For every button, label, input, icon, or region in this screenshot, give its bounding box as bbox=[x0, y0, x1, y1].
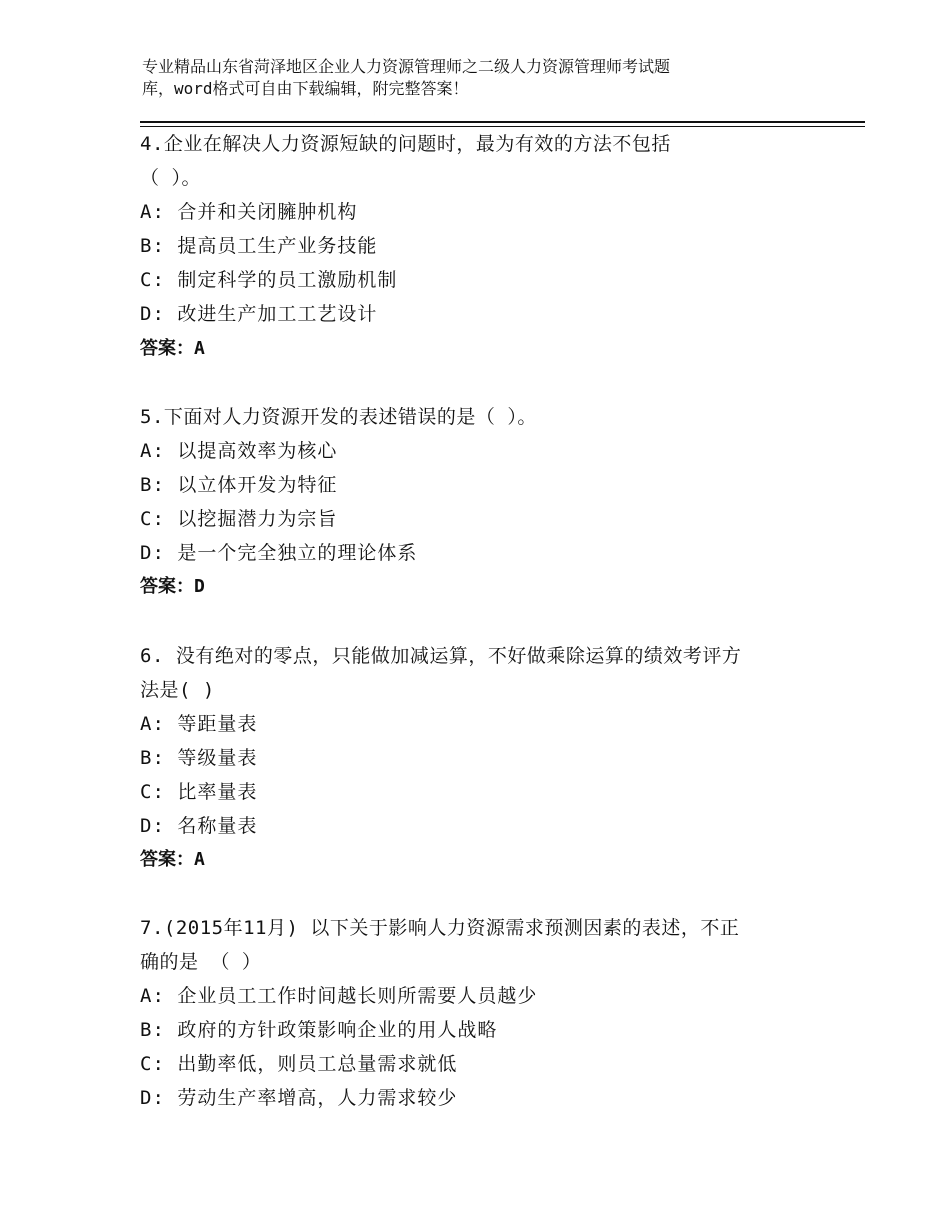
question-6-option-a: A: 等距量表 bbox=[140, 713, 258, 735]
question-6-option-d: D: 名称量表 bbox=[140, 815, 258, 837]
question-4-option-b: B: 提高员工生产业务技能 bbox=[140, 235, 378, 257]
question-7-option-c: C: 出勤率低，则员工总量需求就低 bbox=[140, 1053, 458, 1075]
question-4-text-line-1: 4.企业在解决人力资源短缺的问题时，最为有效的方法不包括 bbox=[140, 133, 671, 155]
header-line-1: 专业精品山东省菏泽地区企业人力资源管理师之二级人力资源管理师考试题 bbox=[142, 57, 671, 76]
question-7-text-line-1: 7.(2015年11月) 以下关于影响人力资源需求预测因素的表述，不正 bbox=[140, 917, 740, 939]
header-divider-thin bbox=[140, 126, 865, 127]
question-5-text-line-1: 5.下面对人力资源开发的表述错误的是（ ）。 bbox=[140, 406, 537, 428]
question-5-answer: 答案：D bbox=[140, 576, 205, 597]
question-7-option-b: B: 政府的方针政策影响企业的用人战略 bbox=[140, 1019, 498, 1041]
question-6-answer: 答案：A bbox=[140, 849, 205, 870]
question-4-option-c: C: 制定科学的员工激励机制 bbox=[140, 269, 398, 291]
question-4-option-a: A: 合并和关闭臃肿机构 bbox=[140, 201, 358, 223]
question-5-option-b: B: 以立体开发为特征 bbox=[140, 474, 338, 496]
header-divider-thick bbox=[140, 121, 865, 123]
question-4-option-d: D: 改进生产加工工艺设计 bbox=[140, 303, 378, 325]
question-6-text-line-1: 6. 没有绝对的零点，只能做加减运算，不好做乘除运算的绩效考评方 bbox=[140, 645, 742, 667]
question-5-option-a: A: 以提高效率为核心 bbox=[140, 440, 338, 462]
question-7-text-line-2: 确的是 （ ） bbox=[140, 951, 262, 973]
question-6-text-line-2: 法是( ) bbox=[140, 679, 215, 701]
question-6-option-c: C: 比率量表 bbox=[140, 781, 258, 803]
question-4-text-line-2: （ ）。 bbox=[140, 167, 201, 189]
question-5-option-c: C: 以挖掘潜力为宗旨 bbox=[140, 508, 338, 530]
header-line-2: 库，word格式可自由下载编辑，附完整答案！ bbox=[142, 79, 469, 98]
question-6-option-b: B: 等级量表 bbox=[140, 747, 258, 769]
question-5-option-d: D: 是一个完全独立的理论体系 bbox=[140, 542, 418, 564]
question-7-option-d: D: 劳动生产率增高，人力需求较少 bbox=[140, 1087, 458, 1109]
question-7-option-a: A: 企业员工工作时间越长则所需要人员越少 bbox=[140, 985, 538, 1007]
document-header bbox=[142, 56, 842, 100]
question-4-answer: 答案：A bbox=[140, 338, 205, 359]
